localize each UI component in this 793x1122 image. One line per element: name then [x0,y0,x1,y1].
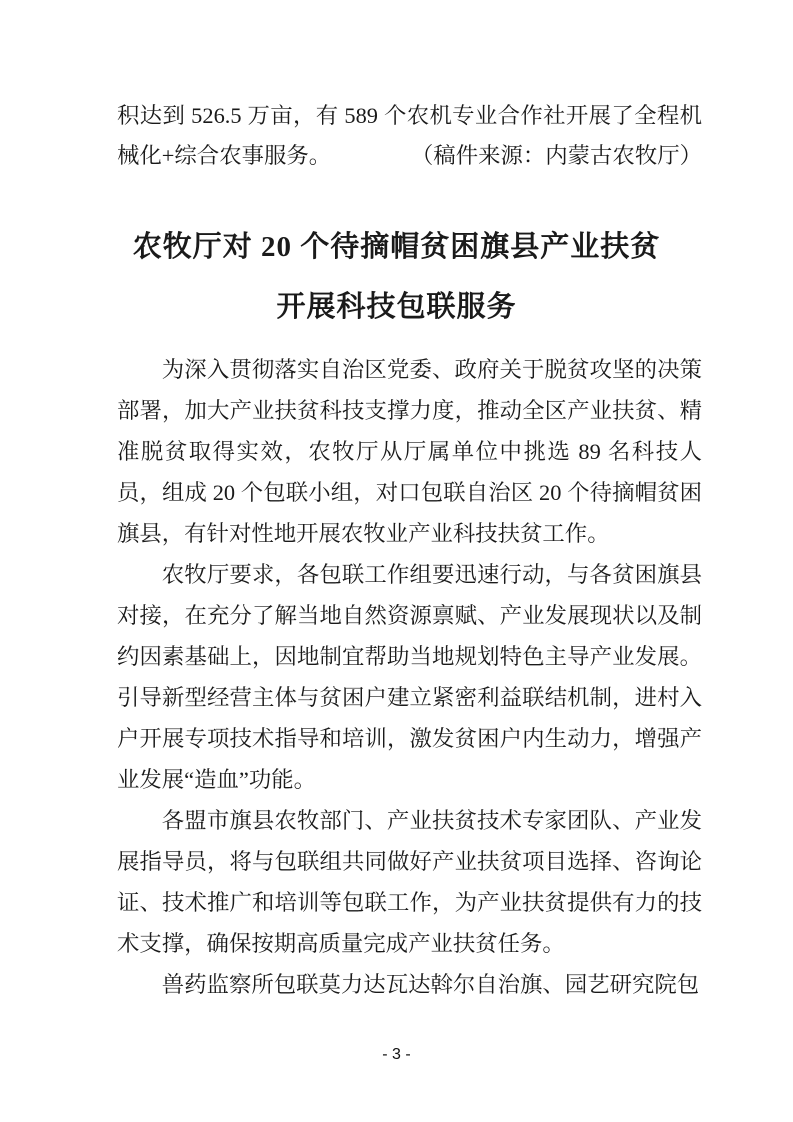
body-text: 械化+综合农事服务。 [117,143,332,168]
article-title-line1: 农牧厅对 20 个待摘帽贫困旗县产业扶贫 [132,231,661,263]
previous-article-ending [117,96,702,176]
paragraph-3: 各盟市旗县农牧部门、产业扶贫技术专家团队、产业发展指导员，将与包联组共同做好产业扶贫项目选择、咨询论证、技术推广和培训等包联工作，为产业扶贫提供有力的技术支撑，确保按期高质量完成产业扶贫任务。 [117,808,702,956]
paragraph-1: 为深入贯彻落实自治区党委、政府关于脱贫攻坚的决策部署，加大产业扶贫科技支撑力度，推动全区产业扶贫、精准脱贫取得实效，农牧厅从厅属单位中挑选 89 名科技人员，组成 20 个包联小组，对口包联自治区 20 个待摘帽贫困旗县，有针对性地开展农牧业产业科技扶贫工作。 [117,357,702,546]
body-text-line: 积达到 526.5 万亩，有 589 个农机专业合作社开展了全程机 [117,103,702,128]
paragraph-2: 农牧厅要求，各包联工作组要迅速行动，与各贫困旗县对接，在充分了解当地自然资源禀赋、产业发展现状以及制约因素基础上，因地制宜帮助当地规划特色主导产业发展。引导新型经营主体与贫困户建立紧密利益联结机制，进村入户开展专项技术指导和培训，激发贫困户内生动力，增强产业发展“造血”功能。 [117,562,702,792]
article-title [0,217,793,337]
source-attribution: （稿件来源：内蒙古农牧厅） [410,143,702,168]
body-text-line [117,136,702,176]
page-number: - 3 - [382,1046,411,1063]
article-title-line2: 开展科技包联服务 [276,291,517,323]
article-body [117,349,702,1005]
paragraph-4-partial: 兽药监察所包联莫力达瓦达斡尔自治旗、园艺研究院包 [161,972,700,997]
